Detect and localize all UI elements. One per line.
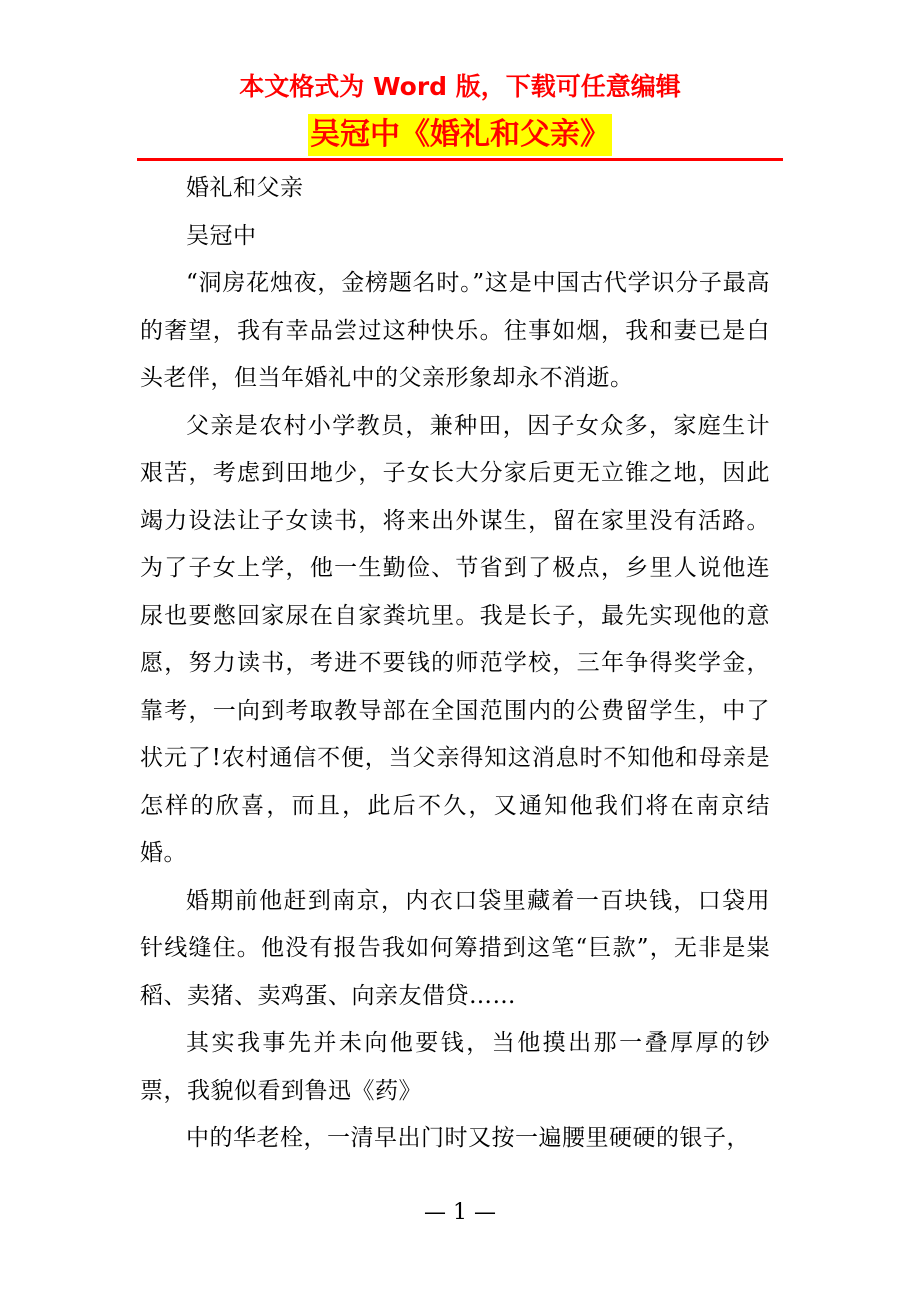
body-paragraph: “洞房花烛夜，金榜题名时。”这是中国古代学识分子最高的奢望，我有幸品尝过这种快乐。往事如烟，我和妻已是白头老伴，但当年婚礼中的父亲形象却永不消逝。 bbox=[140, 270, 770, 391]
title-divider bbox=[137, 158, 783, 161]
page-number: — 1 — bbox=[424, 1200, 496, 1225]
article-heading: 婚礼和父亲 bbox=[186, 175, 304, 201]
document-body bbox=[140, 165, 770, 1163]
body-paragraph: 婚期前他赶到南京，内衣口袋里藏着一百块钱，口袋用针线缝住。他没有报告我如何筹措到这笔“巨款”，无非是粜稻、卖猪、卖鸡蛋、向亲友借贷…… bbox=[140, 887, 770, 1009]
document-title: 吴冠中《婚礼和父亲》 bbox=[308, 114, 612, 156]
title-container bbox=[0, 114, 920, 156]
body-paragraph: 其实我事先并未向他要钱，当他摸出那一叠厚厚的钞票，我貌似看到鲁迅《药》 bbox=[140, 1030, 770, 1104]
article-author: 吴冠中 bbox=[186, 222, 257, 249]
download-notice: 本文格式为 Word 版，下载可任意编辑 bbox=[239, 72, 681, 101]
body-paragraph: 父亲是农村小学教员，兼种田，因子女众多，家庭生计艰苦，考虑到田地少，子女长大分家后更无立锥之地，因此竭力设法让子女读书，将来出外谋生，留在家里没有活路。为了子女上学，他一生勤俭、节省到了极点，乡里人说他连尿也要憋回家尿在自家粪坑里。我是长子，最先实现他的意愿，努力读书，考进不要钱的师范学校，三年争得奖学金，靠考，一向到考取教导部在全国范围内的公费留学生，中了状元了!农村通信不便，当父亲得知这消息时不知他和母亲是怎样的欣喜，而且，此后不久，又通知他我们将在南京结婚。 bbox=[140, 412, 770, 866]
body-paragraph: 中的华老栓，一清早出门时又按一遍腰里硬硬的银子， bbox=[186, 1125, 750, 1151]
